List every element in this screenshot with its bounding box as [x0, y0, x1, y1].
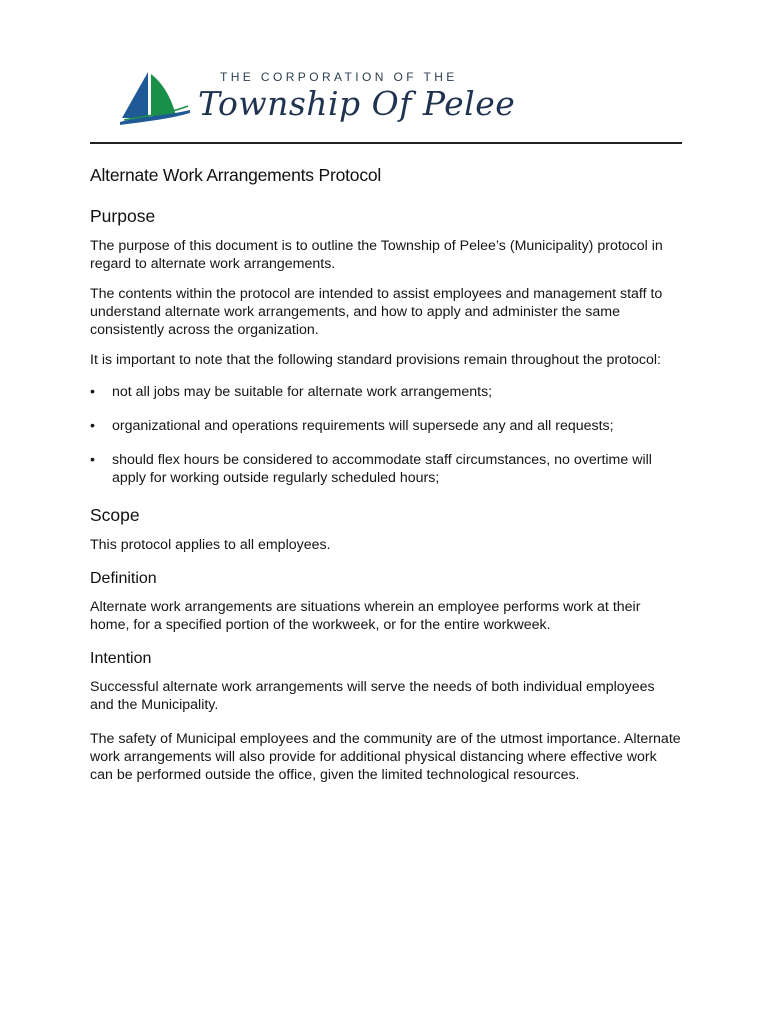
corporation-line: THE CORPORATION OF THE [220, 70, 458, 84]
definition-heading: Definition [90, 570, 157, 587]
scope-paragraph: This protocol applies to all employees. [90, 537, 331, 553]
list-item [90, 383, 682, 401]
document-body [90, 165, 682, 796]
bullet-icon: • [90, 418, 95, 434]
list-item [90, 417, 682, 435]
township-name: Township Of Pelee [198, 84, 516, 123]
purpose-heading: Purpose [90, 206, 156, 226]
bullet-icon: • [90, 452, 95, 468]
intention-paragraph-2: The safety of Municipal employees and the community are of the utmost importance. Alternate work arrangements will also provide for additional physical distancing where effective work can be performed outside the office, given the limited technological resources. [90, 731, 681, 783]
list-item-text: organizational and operations requirements will supersede any and all requests; [112, 418, 614, 434]
document-title: Alternate Work Arrangements Protocol [90, 165, 382, 185]
list-item-text: not all jobs may be suitable for alternate work arrangements; [112, 384, 493, 400]
list-item [90, 451, 682, 487]
provisions-list [90, 383, 682, 487]
scope-heading: Scope [90, 505, 140, 525]
purpose-paragraph-1: The purpose of this document is to outline the Township of Pelee’s (Municipality) protocol in regard to alternate work arrangements. [90, 238, 663, 272]
sailboat-logo-icon [118, 70, 192, 126]
purpose-paragraph-3: It is important to note that the following standard provisions remain throughout the protocol: [90, 352, 661, 368]
purpose-paragraph-2: The contents within the protocol are intended to assist employees and management staff to understand alternate work arrangements, and how to apply and administer the same consistently across the organization. [90, 286, 663, 338]
definition-paragraph: Alternate work arrangements are situations wherein an employee performs work at their home, for a specified portion of the workweek, or for the entire workweek. [90, 599, 641, 633]
letterhead [90, 60, 682, 144]
intention-paragraph-1: Successful alternate work arrangements will serve the needs of both individual employees and the Municipality. [90, 679, 655, 713]
intention-heading: Intention [90, 650, 152, 667]
bullet-icon: • [90, 384, 95, 400]
list-item-text: should flex hours be considered to accommodate staff circumstances, no overtime will apply for working outside regularly scheduled hours; [112, 452, 652, 486]
